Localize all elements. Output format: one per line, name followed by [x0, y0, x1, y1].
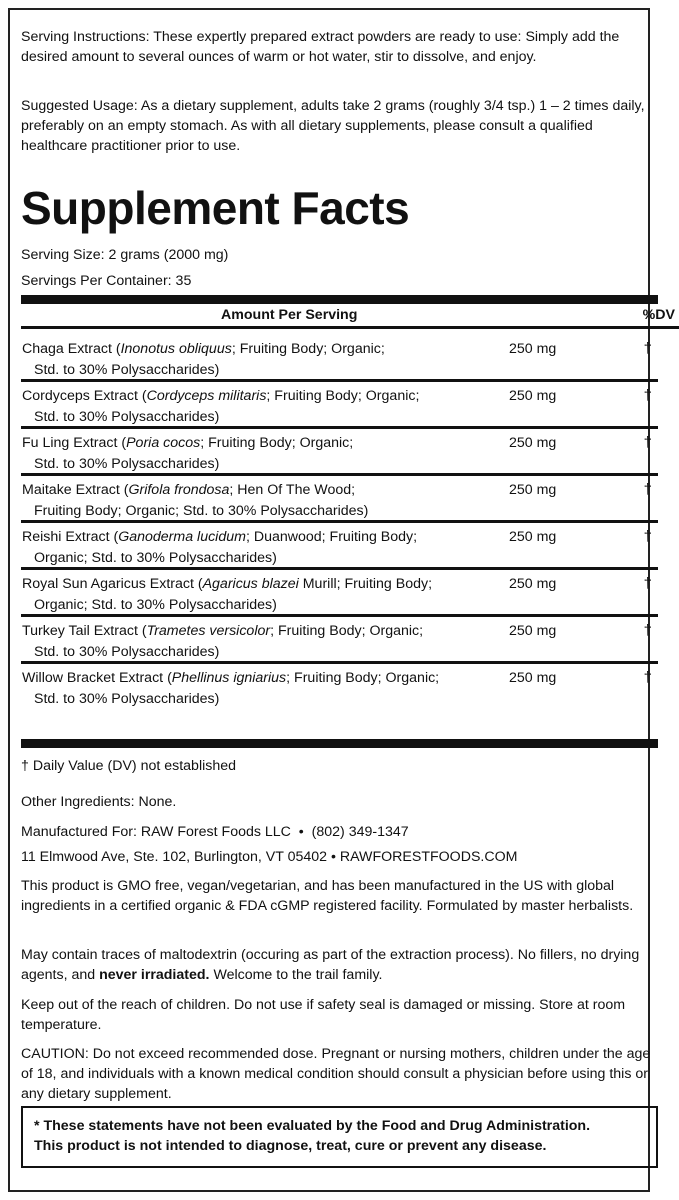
- ingredient-amount: 250 mg: [509, 529, 557, 545]
- ingredient-name: Chaga Extract (Inonotus obliquus; Fruiting Body; Organic; Std. to 30% Polysaccharides): [22, 341, 385, 378]
- fda-disclaimer: [21, 1106, 658, 1168]
- address: 11 Elmwood Ave, Ste. 102, Burlington, VT 05402 • RAWFORESTFOODS.COM: [21, 849, 518, 865]
- dagger-icon: †: [643, 434, 652, 451]
- gmo-statement: This product is GMO free, vegan/vegetarian, and has been manufactured in the US with global ingredients in a certified organic & FDA cGMP registered facility. Formulated by master herbalists.: [21, 878, 634, 914]
- ingredient-amount: 250 mg: [509, 482, 557, 498]
- ingredient-row: [21, 523, 658, 570]
- ingredient-amount: 250 mg: [509, 388, 557, 404]
- ingredient-row: [21, 335, 658, 382]
- dagger-icon: †: [643, 387, 652, 404]
- dagger-icon: †: [643, 669, 652, 686]
- suggested-usage: Suggested Usage: As a dietary supplement, adults take 2 grams (roughly 3/4 tsp.) 1 – 2 times daily, preferably on an empty stomach. As with all dietary supplements, please consult a qualified healthcare practitioner prior to use.: [21, 98, 645, 154]
- latin-name: Ganoderma lucidum: [118, 529, 246, 545]
- dagger-icon: †: [643, 528, 652, 545]
- facts-header: [21, 304, 679, 329]
- dagger-icon: †: [643, 340, 652, 357]
- supplement-facts-title: Supplement Facts: [21, 182, 410, 234]
- dagger-icon: †: [643, 622, 652, 639]
- amount-per-serving-header: Amount Per Serving: [221, 307, 358, 323]
- ingredient-name: Royal Sun Agaricus Extract (Agaricus blazei Murill; Fruiting Body; Organic; Std. to 30% Polysaccharides): [22, 576, 433, 613]
- disclaimer-line-2: This product is not intended to diagnose, treat, cure or prevent any disease.: [34, 1138, 547, 1154]
- servings-per-container: Servings Per Container: 35: [21, 273, 192, 289]
- serving-instructions: Serving Instructions: These expertly prepared extract powders are ready to use: Simply add the desired amount to several ounces of warm or hot water, stir to dissolve, and enjoy.: [21, 29, 620, 65]
- latin-name: Poria cocos: [126, 435, 201, 451]
- latin-name: Phellinus igniarius: [171, 670, 287, 686]
- ingredient-amount: 250 mg: [509, 576, 557, 592]
- latin-name: Inonotus obliquus: [120, 341, 232, 357]
- disclaimer-line-1: * These statements have not been evaluated by the Food and Drug Administration.: [34, 1118, 591, 1134]
- ingredient-name: Maitake Extract (Grifola frondosa; Hen Of The Wood; Fruiting Body; Organic; Std. to 30% Polysaccharides): [22, 482, 369, 519]
- ingredient-row: [21, 664, 658, 711]
- ingredient-amount: 250 mg: [509, 623, 557, 639]
- keep-out-statement: Keep out of the reach of children. Do not use if safety seal is damaged or missing. Store at room temperature.: [21, 997, 626, 1033]
- ingredient-row: [21, 570, 658, 617]
- latin-name: Grifola frondosa: [128, 482, 230, 498]
- ingredient-row: [21, 429, 658, 476]
- ingredient-amount: 250 mg: [509, 435, 557, 451]
- ingredient-name: Reishi Extract (Ganoderma lucidum; Duanwood; Fruiting Body; Organic; Std. to 30% Polysaccharides): [22, 529, 418, 566]
- dv-note: † Daily Value (DV) not established: [21, 758, 237, 774]
- ingredient-name: Fu Ling Extract (Poria cocos; Fruiting Body; Organic; Std. to 30% Polysaccharides): [22, 435, 354, 472]
- serving-size: Serving Size: 2 grams (2000 mg): [21, 247, 229, 263]
- manufactured-for: Manufactured For: RAW Forest Foods LLC • (802) 349-1347: [21, 824, 409, 840]
- ingredient-name: Turkey Tail Extract (Trametes versicolor; Fruiting Body; Organic; Std. to 30% Polysaccharides): [22, 623, 424, 660]
- dagger-icon: †: [643, 481, 652, 498]
- facts-table: [21, 335, 658, 711]
- ingredient-amount: 250 mg: [509, 670, 557, 686]
- other-ingredients: Other Ingredients: None.: [21, 794, 177, 810]
- latin-name: Agaricus blazei: [202, 576, 299, 592]
- latin-name: Trametes versicolor: [146, 623, 271, 639]
- ingredient-name: Cordyceps Extract (Cordyceps militaris; Fruiting Body; Organic; Std. to 30% Polysaccharides): [22, 388, 420, 425]
- facts-bottom-rule: [21, 739, 658, 748]
- ingredient-name: Willow Bracket Extract (Phellinus igniarius; Fruiting Body; Organic; Std. to 30% Polysaccharides): [22, 670, 440, 707]
- maltodextrin-statement: May contain traces of maltodextrin (occuring as part of the extraction process). No fillers, no drying agents, and never irradiated. Welcome to the trail family.: [21, 947, 640, 983]
- ingredient-row: [21, 617, 658, 664]
- ingredient-row: [21, 476, 658, 523]
- facts-top-rule: [21, 295, 658, 304]
- dv-header: %DV: [642, 307, 675, 323]
- never-irradiated: never irradiated.: [99, 967, 210, 983]
- caution-statement: CAUTION: Do not exceed recommended dose. Pregnant or nursing mothers, children under the age of 18, and individuals with a known medical condition should consult a physician before using this or any dietary supplement.: [21, 1046, 651, 1102]
- ingredient-row: [21, 382, 658, 429]
- latin-name: Cordyceps militaris: [146, 388, 267, 404]
- ingredient-amount: 250 mg: [509, 341, 557, 357]
- dagger-icon: †: [643, 575, 652, 592]
